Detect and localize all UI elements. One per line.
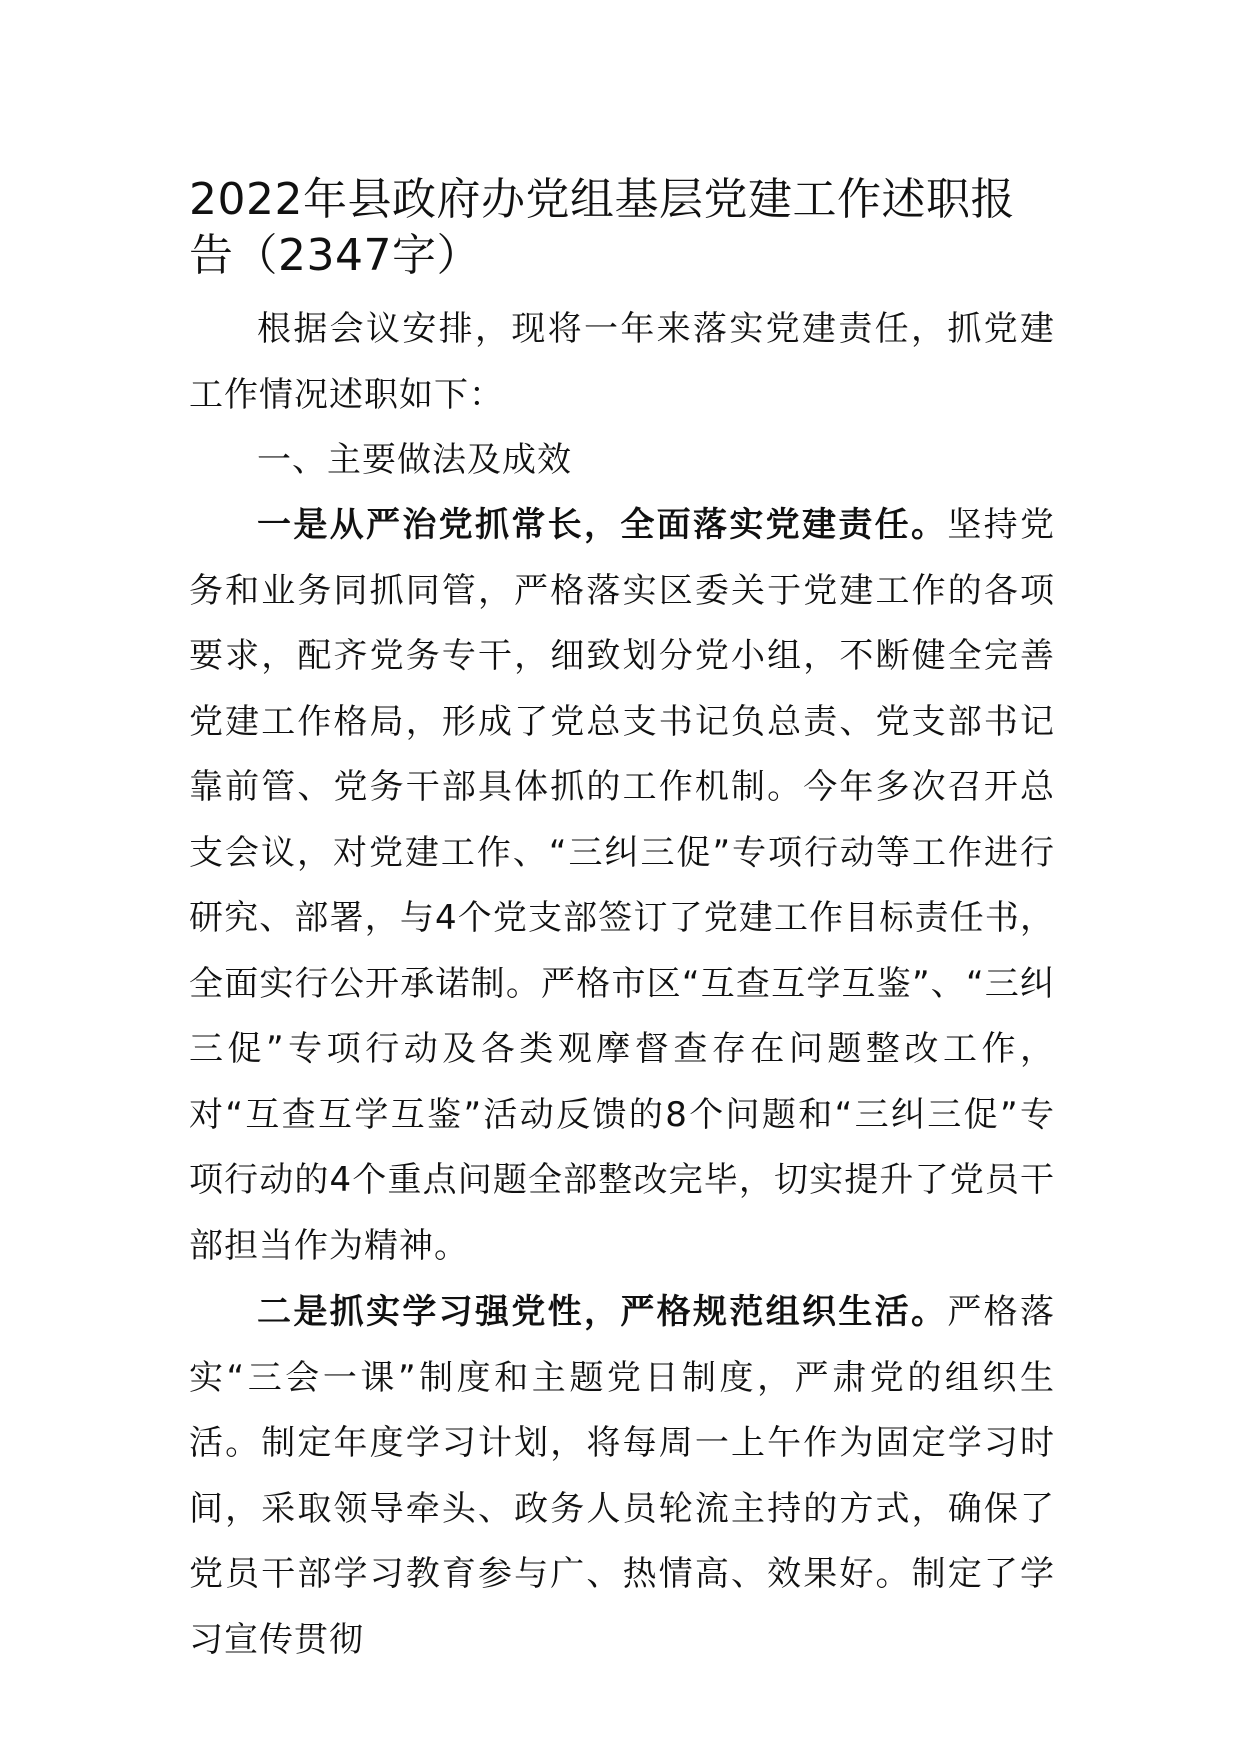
document-title: 2022年县政府办党组基层党建工作述职报告（2347字） [189,174,1015,281]
point-two-body: 严格落实“三会一课”制度和主题党日制度，严肃党的组织生活。制定年度学习计划，将每周一上午作为固定学习时间，采取领导牵头、政务人员轮流主持的方式，确保了党员干部学习教育参与广、热情高、效果好。制定了学习宣传贯彻 [189,1292,1056,1660]
point-one-body: 坚持党务和业务同抓同管，严格落实区委关于党建工作的各项要求，配齐党务专干，细致划分党小组，不断健全完善党建工作格局，形成了党总支书记负总责、党支部书记靠前管、党务干部具体抓的工作机制。今年多次召开总支会议，对党建工作、“三纠三促”专项行动等工作进行研究、部署，与4个党支部签订了党建工作目标责任书，全面实行公开承诺制。严格市区“互查互学互鉴”、“三纠三促”专项行动及各类观摩督查存在问题整改工作，对“互查互学互鉴”活动反馈的8个问题和“三纠三促”专项行动的4个重点问题全部整改完毕，切实提升了党员干部担当作为精神。 [189,505,1056,1266]
point-one-paragraph [189,493,1055,1279]
section-heading: 一、主要做法及成效 [257,440,572,480]
point-two-paragraph [189,1280,1055,1673]
point-two-lead: 二是抓实学习强党性，严格规范组织生活。 [257,1292,948,1332]
intro-paragraph: 根据会议安排，现将一年来落实党建责任，抓党建工作情况述职如下： [189,309,1055,415]
point-one-lead: 一是从严治党抓常长，全面落实党建责任。 [257,505,948,545]
